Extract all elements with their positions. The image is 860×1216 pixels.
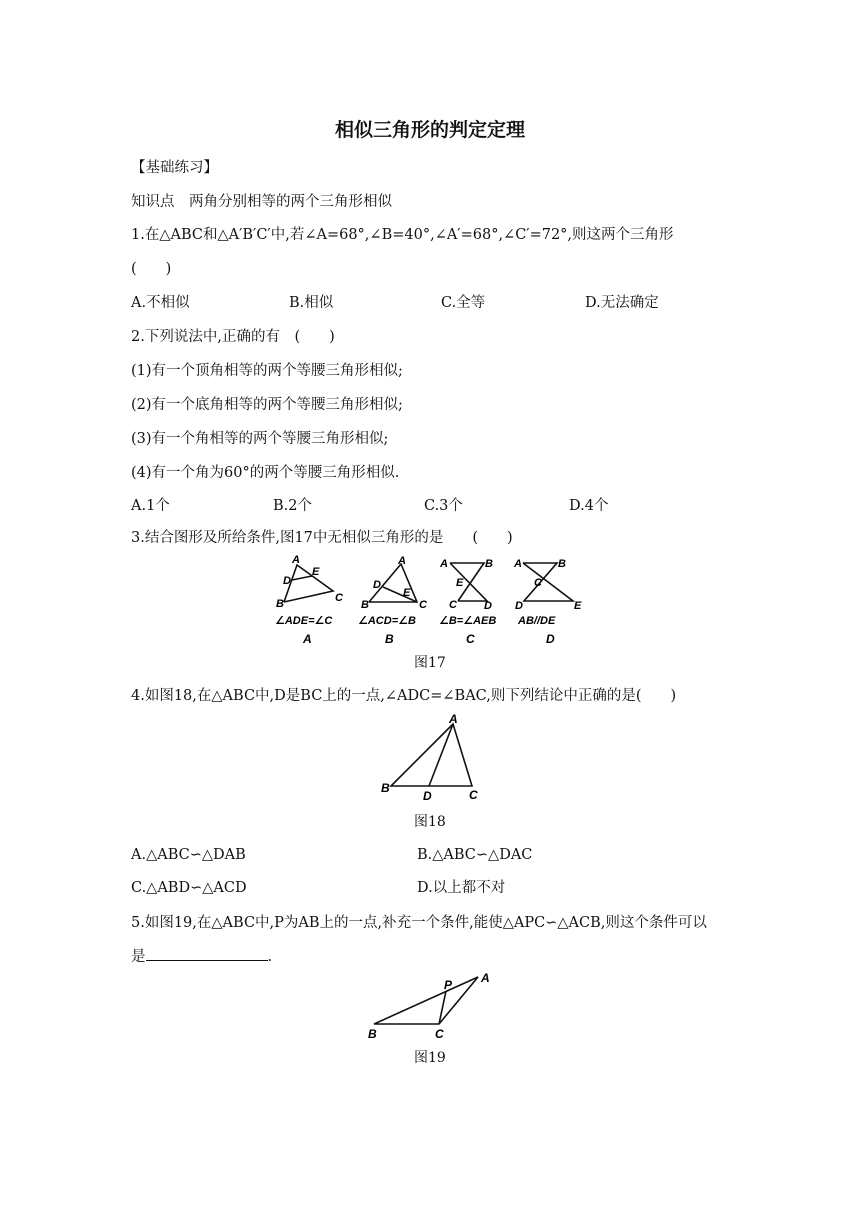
- fig17c-condition: ∠B=∠AEB: [439, 615, 497, 627]
- q4-option-c: C.△ABD∽△ACD: [131, 880, 247, 896]
- q2-item-2: (2)有一个底角相等的两个等腰三角形相似;: [131, 397, 403, 413]
- fig17b-label-c: C: [419, 599, 427, 611]
- figure-19-caption: 图19: [414, 1050, 446, 1066]
- q4-option-a: A.△ABC∽△DAB: [131, 847, 246, 863]
- q1-paren: ( ): [131, 261, 172, 277]
- fig17d-label-b: B: [558, 558, 566, 570]
- fig17c-label-c: C: [449, 599, 457, 611]
- figure-18-caption: 图18: [414, 814, 446, 830]
- fig17a-label-e: E: [312, 566, 320, 578]
- q1-option-a: A.不相似: [131, 295, 190, 311]
- fig17d-label-c: C: [534, 577, 542, 589]
- q1-option-d: D.无法确定: [585, 295, 659, 311]
- q5-answer-line: [131, 946, 272, 967]
- fig17b-label-e: E: [403, 587, 411, 599]
- q2-option-b: B.2个: [273, 498, 312, 514]
- fig17c-label-a: A: [440, 558, 448, 570]
- q2-item-4: (4)有一个角为60°的两个等腰三角形相似.: [131, 465, 400, 481]
- fig17a-condition: ∠ADE=∠C: [275, 615, 333, 627]
- fig17c-label-e: E: [456, 577, 464, 589]
- fig17a-label-c: C: [335, 592, 343, 604]
- fig17d-condition: AB//DE: [518, 615, 556, 627]
- fig17b-condition: ∠ACD=∠B: [358, 615, 416, 627]
- q2-option-c: C.3个: [424, 498, 463, 514]
- figure-18: [378, 712, 488, 802]
- q3-stem: 3.结合图形及所给条件,图17中无相似三角形的是 ( ): [131, 530, 513, 546]
- fig17c-label-d: D: [484, 600, 492, 612]
- fig17a-letter: A: [303, 632, 312, 646]
- q1-option-c: C.全等: [441, 295, 486, 311]
- fig17b-letter: B: [385, 632, 394, 646]
- q1-option-b: B.相似: [289, 295, 334, 311]
- fig18-label-a: A: [449, 712, 458, 726]
- q1-stem: 1.在△ABC和△A′B′C′中,若∠A=68°,∠B=40°,∠A′=68°,∠C′=72°,则这两个三角形: [131, 227, 674, 243]
- q5-answer-blank[interactable]: [146, 946, 268, 961]
- figure-17-caption: 图17: [414, 655, 446, 671]
- q2-option-d: D.4个: [569, 498, 609, 514]
- fig19-label-c: C: [435, 1027, 444, 1041]
- fig19-label-a: A: [481, 971, 490, 985]
- fig18-label-c: C: [469, 788, 478, 802]
- q2-option-a: A.1个: [131, 498, 170, 514]
- q4-option-b: B.△ABC∽△DAC: [417, 847, 533, 863]
- knowledge-point: 知识点 两角分别相等的两个三角形相似: [131, 194, 392, 210]
- q4-stem: 4.如图18,在△ABC中,D是BC上的一点,∠ADC=∠BAC,则下列结论中正确的是( ): [131, 688, 677, 704]
- fig17c-letter: C: [466, 632, 475, 646]
- fig17a-label-a: A: [292, 555, 300, 566]
- fig17b-label-a: A: [398, 555, 406, 567]
- fig19-label-p: P: [444, 978, 453, 992]
- figure-17: [270, 555, 590, 650]
- section-heading: 【基础练习】: [131, 160, 218, 176]
- fig17d-label-a: A: [514, 558, 522, 570]
- fig17d-label-e: E: [574, 600, 582, 612]
- fig18-label-b: B: [381, 781, 390, 795]
- fig17d-label-d: D: [515, 600, 523, 612]
- fig17a-label-d: D: [283, 575, 291, 587]
- fig18-label-d: D: [423, 789, 432, 802]
- q5-stem-end: .: [267, 949, 273, 965]
- page-title: 相似三角形的判定定理: [334, 119, 525, 141]
- fig17d-letter: D: [546, 632, 555, 646]
- q5-stem: 5.如图19,在△ABC中,P为AB上的一点,补充一个条件,能使△APC∽△ACB,则这个条件可以: [131, 915, 707, 931]
- fig17b-label-d: D: [373, 579, 381, 591]
- q2-item-3: (3)有一个角相等的两个等腰三角形相似;: [131, 431, 389, 447]
- fig17c-label-b: B: [485, 558, 493, 570]
- q5-stem-continuation: 是: [131, 949, 146, 965]
- q2-item-1: (1)有一个顶角相等的两个等腰三角形相似;: [131, 363, 403, 379]
- figure-19: [362, 968, 502, 1043]
- fig17a-label-b: B: [276, 598, 284, 610]
- fig17b-label-b: B: [361, 599, 369, 611]
- q2-stem: 2.下列说法中,正确的有 ( ): [131, 329, 335, 345]
- fig19-label-b: B: [368, 1027, 377, 1041]
- q4-option-d: D.以上都不对: [417, 880, 506, 896]
